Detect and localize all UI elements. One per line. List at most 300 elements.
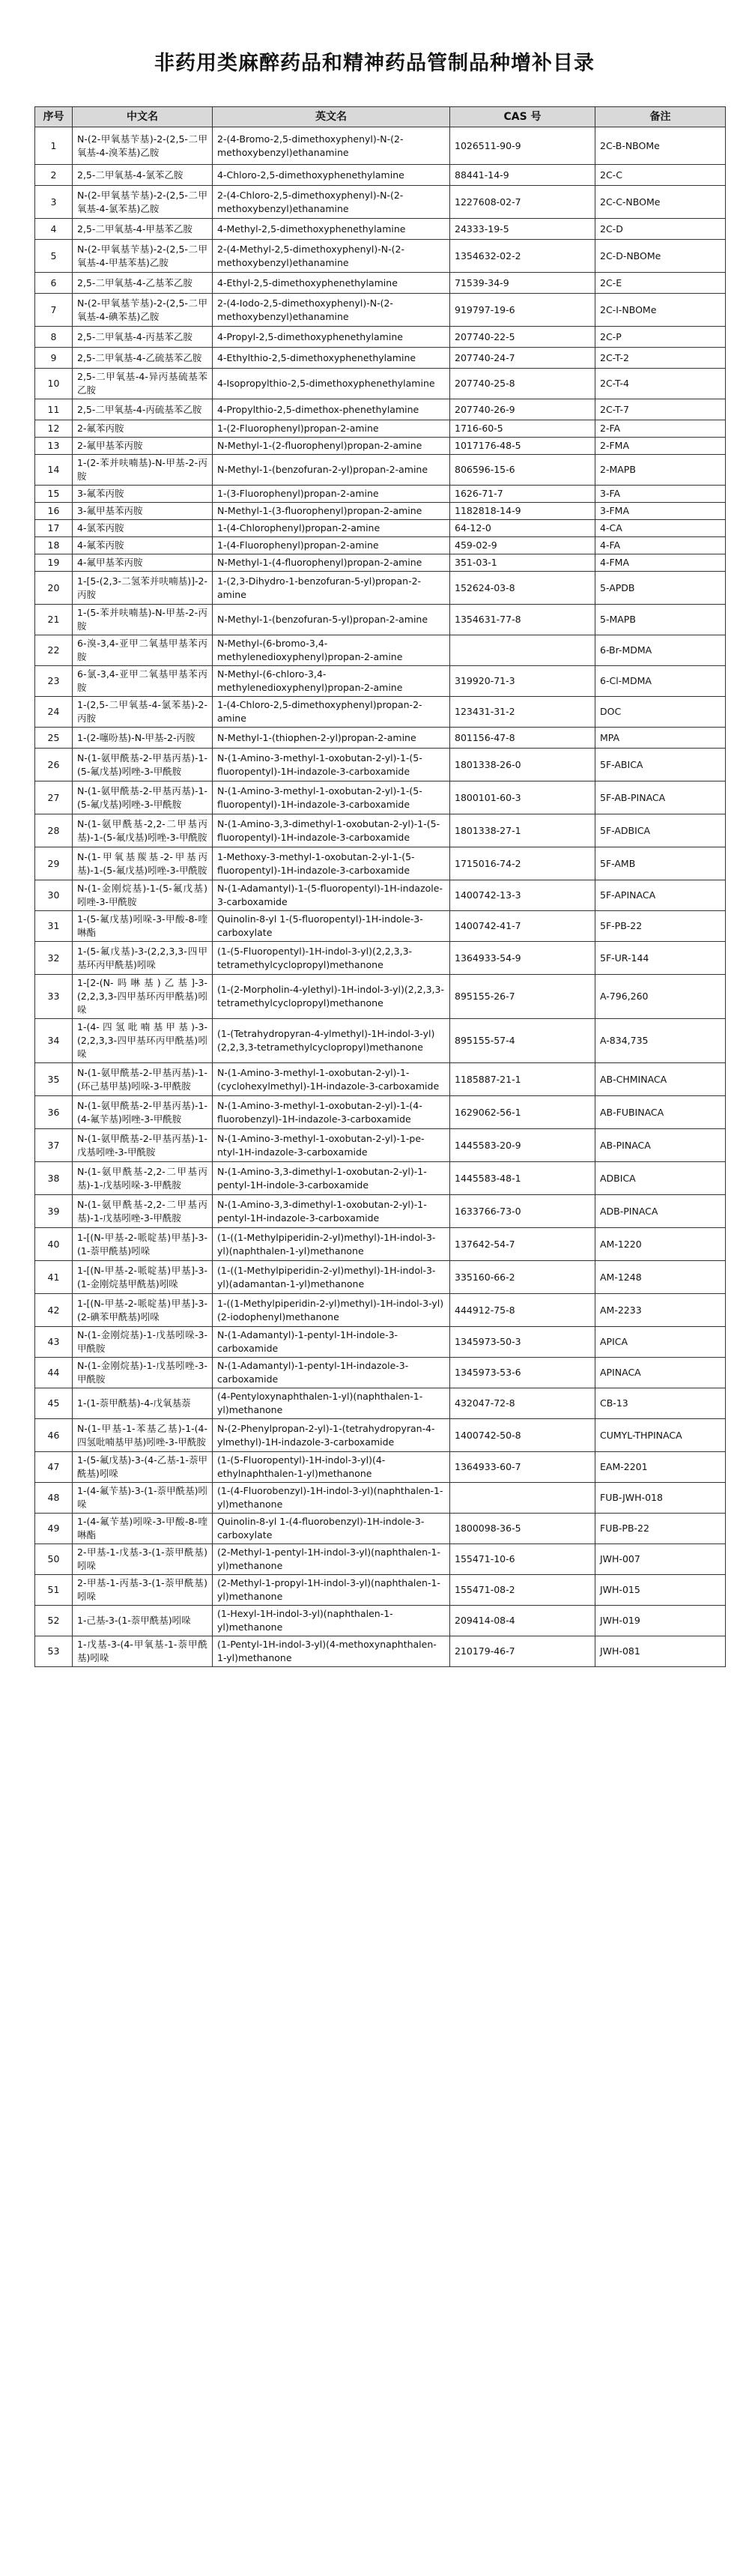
cell-cas: 1445583-20-9 xyxy=(450,1129,595,1162)
cell-en: 1-(2-Fluorophenyl)propan-2-amine xyxy=(213,420,450,438)
cell-note: 2C-I-NBOMe xyxy=(595,294,726,327)
cell-note: AM-1248 xyxy=(595,1261,726,1294)
cell-note: 2-MAPB xyxy=(595,455,726,486)
cell-en: 4-Methyl-2,5-dimethoxyphenethylamine xyxy=(213,219,450,240)
cell-note: AM-1220 xyxy=(595,1228,726,1261)
cell-en: (1-(Tetrahydropyran-4-ylmethyl)-1H-indol-3-yl)(2,2,3,3-tetramethylcyclopropyl)methanone xyxy=(213,1019,450,1063)
cell-en: (2-Methyl-1-pentyl-1H-indol-3-yl)(naphthalen-1-yl)methanone xyxy=(213,1544,450,1575)
cell-cas: 1800098-36-5 xyxy=(450,1514,595,1544)
cell-cas: 895155-57-4 xyxy=(450,1019,595,1063)
cell-cn: 4-氯苯丙胺 xyxy=(73,520,213,537)
cell-note: DOC xyxy=(595,697,726,728)
table-row xyxy=(35,438,726,455)
cell-cn: 1-(2-苯并呋喃基)-N-甲基-2-丙胺 xyxy=(73,455,213,486)
table-row xyxy=(35,127,726,165)
cell-en: N-(1-Amino-3-methyl-1-oxobutan-2-yl)-1-(4-fluorobenzyl)-1H-indazole-3-carboxamide xyxy=(213,1096,450,1129)
cell-en: (2-Methyl-1-propyl-1H-indol-3-yl)(naphthalen-1-yl)methanone xyxy=(213,1575,450,1606)
cell-cas: 1227608-02-7 xyxy=(450,186,595,219)
cell-num: 20 xyxy=(35,572,73,605)
cell-en: 1-(3-Fluorophenyl)propan-2-amine xyxy=(213,486,450,503)
cell-note: 2-FA xyxy=(595,420,726,438)
cell-note: 5F-APINACA xyxy=(595,880,726,911)
table-row xyxy=(35,1195,726,1228)
cell-cas: 123431-31-2 xyxy=(450,697,595,728)
cell-note: 2C-T-4 xyxy=(595,369,726,399)
cell-cas: 152624-03-8 xyxy=(450,572,595,605)
cell-cas: 1801338-26-0 xyxy=(450,749,595,781)
cell-en: N-Methyl-1-(thiophen-2-yl)propan-2-amine xyxy=(213,728,450,749)
cell-cas: 801156-47-8 xyxy=(450,728,595,749)
cell-num: 18 xyxy=(35,537,73,554)
cell-cas: 1354632-02-2 xyxy=(450,240,595,273)
cell-note: 2C-E xyxy=(595,273,726,294)
cell-cn: 1-(4-氟苄基)吲哚-3-甲酸-8-喹啉酯 xyxy=(73,1514,213,1544)
cell-num: 5 xyxy=(35,240,73,273)
cell-en: (1-(5-Fluoropentyl)-1H-indol-3-yl)(4-ethylnaphthalen-1-yl)methanone xyxy=(213,1452,450,1483)
cell-note: 6-Br-MDMA xyxy=(595,635,726,666)
table-row xyxy=(35,572,726,605)
cell-note: JWH-007 xyxy=(595,1544,726,1575)
cell-cas: 64-12-0 xyxy=(450,520,595,537)
table-row xyxy=(35,327,726,348)
cell-note: 5F-PB-22 xyxy=(595,911,726,942)
cell-num: 1 xyxy=(35,127,73,165)
cell-en: N-(1-Amino-3-methyl-1-oxobutan-2-yl)-1-(5-fluoropentyl)-1H-indazole-3-carboxamide xyxy=(213,781,450,814)
table-row xyxy=(35,814,726,847)
cell-cn: 2,5-二甲氧基-4-丙基苯乙胺 xyxy=(73,327,213,348)
cell-cas xyxy=(450,635,595,666)
cell-cas: 210179-46-7 xyxy=(450,1636,595,1667)
cell-note: APICA xyxy=(595,1327,726,1358)
cell-en: (1-(4-Fluorobenzyl)-1H-indol-3-yl)(naphthalen-1-yl)methanone xyxy=(213,1483,450,1514)
cell-en: N-(1-Amino-3,3-dimethyl-1-oxobutan-2-yl)-1-(5-fluoropentyl)-1H-indazole-3-carboxamide xyxy=(213,814,450,847)
cell-cn: 4-氟甲基苯丙胺 xyxy=(73,554,213,572)
cell-num: 40 xyxy=(35,1228,73,1261)
cell-cn: 6-溴-3,4-亚甲二氧基甲基苯丙胺 xyxy=(73,635,213,666)
cell-en: N-Methyl-(6-bromo-3,4-methylenedioxyphenyl)propan-2-amine xyxy=(213,635,450,666)
cell-cas: 459-02-9 xyxy=(450,537,595,554)
cell-cas: 209414-08-4 xyxy=(450,1606,595,1636)
cell-cn: N-(1-氨甲酰基-2-甲基丙基)-1-(4-氟苄基)吲唑-3-甲酰胺 xyxy=(73,1096,213,1129)
cell-cas: 432047-72-8 xyxy=(450,1388,595,1419)
table-row xyxy=(35,1483,726,1514)
cell-note: JWH-019 xyxy=(595,1606,726,1636)
cell-num: 32 xyxy=(35,942,73,975)
cell-en: N-Methyl-(6-chloro-3,4-methylenedioxyphenyl)propan-2-amine xyxy=(213,666,450,697)
cell-cn: 2-甲基-1-丙基-3-(1-萘甲酰基)吲哚 xyxy=(73,1575,213,1606)
table-row xyxy=(35,666,726,697)
cell-cn: N-(1-氨甲酰基-2-甲基丙基)-1-(环己基甲基)吲哚-3-甲酰胺 xyxy=(73,1063,213,1096)
cell-note: 4-FA xyxy=(595,537,726,554)
cell-en: (4-Pentyloxynaphthalen-1-yl)(naphthalen-1-yl)methanone xyxy=(213,1388,450,1419)
cell-num: 53 xyxy=(35,1636,73,1667)
table-row xyxy=(35,697,726,728)
cell-num: 45 xyxy=(35,1388,73,1419)
cell-cn: N-(1-氨甲酰基-2,2-二甲基丙基)-1-(5-氟戊基)吲唑-3-甲酰胺 xyxy=(73,814,213,847)
cell-num: 39 xyxy=(35,1195,73,1228)
cell-en: 2-(4-Bromo-2,5-dimethoxyphenyl)-N-(2-methoxybenzyl)ethanamine xyxy=(213,127,450,165)
cell-cas: 1185887-21-1 xyxy=(450,1063,595,1096)
cell-en: 4-Propyl-2,5-dimethoxyphenethylamine xyxy=(213,327,450,348)
cell-num: 37 xyxy=(35,1129,73,1162)
cell-note: 2C-D xyxy=(595,219,726,240)
cell-en: 1-(4-Chloro-2,5-dimethoxyphenyl)propan-2-amine xyxy=(213,697,450,728)
cell-en: N-(1-Amino-3,3-dimethyl-1-oxobutan-2-yl)-1-pentyl-1H-indazole-3-carboxamide xyxy=(213,1195,450,1228)
cell-cas: 444912-75-8 xyxy=(450,1294,595,1327)
cell-note: FUB-JWH-018 xyxy=(595,1483,726,1514)
cell-cas: 137642-54-7 xyxy=(450,1228,595,1261)
cell-cn: N-(2-甲氧基苄基)-2-(2,5-二甲氧基-4-碘苯基)乙胺 xyxy=(73,294,213,327)
header-note: 备注 xyxy=(595,107,726,127)
cell-cn: 1-[5-(2,3-二氢苯并呋喃基)]-2-丙胺 xyxy=(73,572,213,605)
cell-note: CB-13 xyxy=(595,1388,726,1419)
cell-cas: 351-03-1 xyxy=(450,554,595,572)
cell-num: 22 xyxy=(35,635,73,666)
cell-num: 21 xyxy=(35,605,73,635)
cell-en: (1-((1-Methylpiperidin-2-yl)methyl)-1H-indol-3-yl)(naphthalen-1-yl)methanone xyxy=(213,1228,450,1261)
cell-en: N-(1-Amino-3-methyl-1-oxobutan-2-yl)-1-(cyclohexylmethyl)-1H-indazole-3-carboxamide xyxy=(213,1063,450,1096)
table-row xyxy=(35,348,726,369)
cell-cas: 1400742-50-8 xyxy=(450,1419,595,1452)
cell-note: JWH-015 xyxy=(595,1575,726,1606)
cell-cas: 806596-15-6 xyxy=(450,455,595,486)
table-row xyxy=(35,1544,726,1575)
cell-note: MPA xyxy=(595,728,726,749)
table-row xyxy=(35,1514,726,1544)
cell-en: 1-(2,3-Dihydro-1-benzofuran-5-yl)propan-2-amine xyxy=(213,572,450,605)
cell-en: 1-Methoxy-3-methyl-1-oxobutan-2-yl-1-(5-fluoropentyl)-1H-indazole-3-carboxamide xyxy=(213,847,450,880)
cell-num: 50 xyxy=(35,1544,73,1575)
cell-en: N-Methyl-1-(benzofuran-2-yl)propan-2-amine xyxy=(213,455,450,486)
cell-cas: 88441-14-9 xyxy=(450,165,595,186)
table-row xyxy=(35,749,726,781)
cell-cn: 1-(4-四氢吡喃基甲基)-3-(2,2,3,3-四甲基环丙甲酰基)吲哚 xyxy=(73,1019,213,1063)
cell-cn: 1-(4-氟苄基)-3-(1-萘甲酰基)吲哚 xyxy=(73,1483,213,1514)
cell-cas: 895155-26-7 xyxy=(450,975,595,1019)
table-row xyxy=(35,399,726,420)
table-row xyxy=(35,728,726,749)
cell-cn: N-(2-甲氧基苄基)-2-(2,5-二甲氧基-4-氯苯基)乙胺 xyxy=(73,186,213,219)
cell-cn: 6-氯-3,4-亚甲二氧基甲基苯丙胺 xyxy=(73,666,213,697)
table-row xyxy=(35,1129,726,1162)
cell-en: (1-Hexyl-1H-indol-3-yl)(naphthalen-1-yl)methanone xyxy=(213,1606,450,1636)
cell-note: AB-FUBINACA xyxy=(595,1096,726,1129)
cell-note: 2C-T-7 xyxy=(595,399,726,420)
cell-cn: 2,5-二甲氧基-4-乙硫基苯乙胺 xyxy=(73,348,213,369)
cell-cas: 71539-34-9 xyxy=(450,273,595,294)
header-cn-name: 中文名 xyxy=(73,107,213,127)
cell-cn: 1-(5-氟戊基)吲哚-3-甲酸-8-喹啉酯 xyxy=(73,911,213,942)
cell-cas: 207740-24-7 xyxy=(450,348,595,369)
cell-num: 35 xyxy=(35,1063,73,1096)
cell-cn: N-(1-金刚烷基)-1-戊基吲唑-3-甲酰胺 xyxy=(73,1358,213,1388)
cell-en: 4-Ethylthio-2,5-dimethoxyphenethylamine xyxy=(213,348,450,369)
cell-note: ADBICA xyxy=(595,1162,726,1195)
cell-note: APINACA xyxy=(595,1358,726,1388)
table-row xyxy=(35,537,726,554)
cell-num: 4 xyxy=(35,219,73,240)
cell-cas: 155471-10-6 xyxy=(450,1544,595,1575)
cell-en: N-(1-Adamantyl)-1-(5-fluoropentyl)-1H-indazole-3-carboxamide xyxy=(213,880,450,911)
cell-note: 2C-T-2 xyxy=(595,348,726,369)
cell-cas xyxy=(450,1483,595,1514)
cell-note: AB-PINACA xyxy=(595,1129,726,1162)
cell-cas: 1629062-56-1 xyxy=(450,1096,595,1129)
cell-note: 4-FMA xyxy=(595,554,726,572)
cell-cas: 1800101-60-3 xyxy=(450,781,595,814)
cell-cn: 1-戊基-3-(4-甲氧基-1-萘甲酰基)吲哚 xyxy=(73,1636,213,1667)
table-row xyxy=(35,1096,726,1129)
cell-cn: 1-[(N-甲基-2-哌啶基)甲基]-3-(2-碘苯甲酰基)吲哚 xyxy=(73,1294,213,1327)
table-row xyxy=(35,240,726,273)
cell-cas: 319920-71-3 xyxy=(450,666,595,697)
cell-cn: N-(1-氨甲酰基-2-甲基丙基)-1-(5-氟戊基)吲唑-3-甲酰胺 xyxy=(73,749,213,781)
cell-note: 3-FMA xyxy=(595,503,726,520)
cell-cas: 24333-19-5 xyxy=(450,219,595,240)
table-row xyxy=(35,1452,726,1483)
table-row xyxy=(35,1606,726,1636)
cell-cn: 2,5-二甲氧基-4-氯苯乙胺 xyxy=(73,165,213,186)
cell-cn: 1-(2,5-二甲氧基-4-氯苯基)-2-丙胺 xyxy=(73,697,213,728)
cell-en: Quinolin-8-yl 1-(4-fluorobenzyl)-1H-indole-3-carboxylate xyxy=(213,1514,450,1544)
table-row xyxy=(35,1388,726,1419)
cell-en: N-(1-Amino-3-methyl-1-oxobutan-2-yl)-1-pe-ntyl-1H-indazole-3-carboxamide xyxy=(213,1129,450,1162)
cell-num: 28 xyxy=(35,814,73,847)
table-row xyxy=(35,1294,726,1327)
cell-note: 5F-ADBICA xyxy=(595,814,726,847)
cell-note: AM-2233 xyxy=(595,1294,726,1327)
table-row xyxy=(35,942,726,975)
cell-cas: 207740-22-5 xyxy=(450,327,595,348)
cell-note: 5-MAPB xyxy=(595,605,726,635)
cell-cn: 1-(2-噻吩基)-N-甲基-2-丙胺 xyxy=(73,728,213,749)
cell-en: (1-(5-Fluoropentyl)-1H-indol-3-yl)(2,2,3,3-tetramethylcyclopropyl)methanone xyxy=(213,942,450,975)
cell-cn: N-(2-甲氧基苄基)-2-(2,5-二甲氧基-4-溴苯基)乙胺 xyxy=(73,127,213,165)
table-row xyxy=(35,1575,726,1606)
cell-num: 3 xyxy=(35,186,73,219)
cell-note: AB-CHMINACA xyxy=(595,1063,726,1096)
cell-cas: 207740-26-9 xyxy=(450,399,595,420)
cell-note: ADB-PINACA xyxy=(595,1195,726,1228)
cell-cas: 1364933-60-7 xyxy=(450,1452,595,1483)
cell-cas: 1801338-27-1 xyxy=(450,814,595,847)
cell-num: 34 xyxy=(35,1019,73,1063)
cell-num: 27 xyxy=(35,781,73,814)
cell-en: N-(1-Amino-3,3-dimethyl-1-oxobutan-2-yl)-1-pentyl-1H-indole-3-carboxamide xyxy=(213,1162,450,1195)
cell-en: N-Methyl-1-(4-fluorophenyl)propan-2-amine xyxy=(213,554,450,572)
cell-en: Quinolin-8-yl 1-(5-fluoropentyl)-1H-indole-3-carboxylate xyxy=(213,911,450,942)
cell-cn: 1-[(N-甲基-2-哌啶基)甲基]-3-(1-萘甲酰基)吲哚 xyxy=(73,1228,213,1261)
cell-note: 5F-ABICA xyxy=(595,749,726,781)
cell-cn: 1-(5-氟戊基)-3-(2,2,3,3-四甲基环丙甲酰基)吲哚 xyxy=(73,942,213,975)
cell-en: N-(1-Adamantyl)-1-pentyl-1H-indole-3-carboxamide xyxy=(213,1327,450,1358)
cell-cas: 1345973-50-3 xyxy=(450,1327,595,1358)
table-row xyxy=(35,1327,726,1358)
cell-num: 25 xyxy=(35,728,73,749)
cell-en: (1-(2-Morpholin-4-ylethyl)-1H-indol-3-yl)(2,2,3,3-tetramethylcyclopropyl)methanone xyxy=(213,975,450,1019)
cell-num: 7 xyxy=(35,294,73,327)
cell-en: 4-Isopropylthio-2,5-dimethoxyphenethylamine xyxy=(213,369,450,399)
cell-num: 17 xyxy=(35,520,73,537)
cell-num: 47 xyxy=(35,1452,73,1483)
controlled-substance-table xyxy=(34,106,726,1667)
cell-num: 11 xyxy=(35,399,73,420)
table-header-row xyxy=(35,107,726,127)
cell-cn: N-(1-甲氧基羰基-2-甲基丙基)-1-(5-氟戊基)吲唑-3-甲酰胺 xyxy=(73,847,213,880)
table-row xyxy=(35,294,726,327)
table-row xyxy=(35,781,726,814)
cell-note: 2C-C-NBOMe xyxy=(595,186,726,219)
table-row xyxy=(35,165,726,186)
cell-num: 14 xyxy=(35,455,73,486)
cell-cn: 1-[2-(N-吗啉基)乙基]-3-(2,2,3,3-四甲基环丙甲酰基)吲哚 xyxy=(73,975,213,1019)
table-row xyxy=(35,455,726,486)
cell-num: 12 xyxy=(35,420,73,438)
cell-en: N-(2-Phenylpropan-2-yl)-1-(tetrahydropyran-4-ylmethyl)-1H-indazole-3-carboxamide xyxy=(213,1419,450,1452)
cell-cn: N-(1-金刚烷基)-1-戊基吲哚-3-甲酰胺 xyxy=(73,1327,213,1358)
cell-num: 19 xyxy=(35,554,73,572)
cell-en: N-(1-Amino-3-methyl-1-oxobutan-2-yl)-1-(5-fluoropentyl)-1H-indazole-3-carboxamide xyxy=(213,749,450,781)
cell-note: 4-CA xyxy=(595,520,726,537)
cell-note: 2C-B-NBOMe xyxy=(595,127,726,165)
table-row xyxy=(35,1636,726,1667)
cell-note: 5F-AMB xyxy=(595,847,726,880)
header-cas: CAS 号 xyxy=(450,107,595,127)
cell-cn: 1-(5-苯并呋喃基)-N-甲基-2-丙胺 xyxy=(73,605,213,635)
cell-cas: 1026511-90-9 xyxy=(450,127,595,165)
cell-en: 1-(4-Fluorophenyl)propan-2-amine xyxy=(213,537,450,554)
cell-note: 2C-C xyxy=(595,165,726,186)
cell-cn: 2,5-二甲氧基-4-丙硫基苯乙胺 xyxy=(73,399,213,420)
cell-cn: N-(1-氨甲酰基-2,2-二甲基丙基)-1-戊基吲唑-3-甲酰胺 xyxy=(73,1195,213,1228)
table-row xyxy=(35,1261,726,1294)
cell-cn: N-(1-甲基-1-苯基乙基)-1-(4-四氢吡喃基甲基)吲唑-3-甲酰胺 xyxy=(73,1419,213,1452)
cell-cn: N-(1-氨甲酰基-2,2-二甲基丙基)-1-戊基吲哚-3-甲酰胺 xyxy=(73,1162,213,1195)
cell-note: CUMYL-THPINACA xyxy=(595,1419,726,1452)
cell-en: N-Methyl-1-(2-fluorophenyl)propan-2-amine xyxy=(213,438,450,455)
cell-num: 36 xyxy=(35,1096,73,1129)
table-row xyxy=(35,880,726,911)
table-row xyxy=(35,486,726,503)
cell-num: 49 xyxy=(35,1514,73,1544)
cell-note: JWH-081 xyxy=(595,1636,726,1667)
cell-cas: 1400742-13-3 xyxy=(450,880,595,911)
cell-en: 4-Propylthio-2,5-dimethox-phenethylamine xyxy=(213,399,450,420)
cell-en: N-(1-Adamantyl)-1-pentyl-1H-indazole-3-carboxamide xyxy=(213,1358,450,1388)
table-row xyxy=(35,219,726,240)
cell-cn: 4-氟苯丙胺 xyxy=(73,537,213,554)
cell-cas: 155471-08-2 xyxy=(450,1575,595,1606)
cell-num: 24 xyxy=(35,697,73,728)
cell-num: 44 xyxy=(35,1358,73,1388)
cell-cn: 2,5-二甲氧基-4-甲基苯乙胺 xyxy=(73,219,213,240)
cell-num: 41 xyxy=(35,1261,73,1294)
cell-num: 9 xyxy=(35,348,73,369)
cell-en: (1-Pentyl-1H-indol-3-yl)(4-methoxynaphthalen-1-yl)methanone xyxy=(213,1636,450,1667)
cell-note: 2C-P xyxy=(595,327,726,348)
cell-cn: 3-氟甲基苯丙胺 xyxy=(73,503,213,520)
cell-en: 1-(4-Chlorophenyl)propan-2-amine xyxy=(213,520,450,537)
cell-note: 5F-AB-PINACA xyxy=(595,781,726,814)
table-row xyxy=(35,911,726,942)
table-row xyxy=(35,420,726,438)
cell-num: 8 xyxy=(35,327,73,348)
cell-cas: 1400742-41-7 xyxy=(450,911,595,942)
header-en-name: 英文名 xyxy=(213,107,450,127)
cell-num: 33 xyxy=(35,975,73,1019)
cell-cn: N-(1-氨甲酰基-2-甲基丙基)-1-戊基吲唑-3-甲酰胺 xyxy=(73,1129,213,1162)
cell-en: 4-Chloro-2,5-dimethoxyphenethylamine xyxy=(213,165,450,186)
cell-cn: 2-氟甲基苯丙胺 xyxy=(73,438,213,455)
table-row xyxy=(35,1162,726,1195)
cell-cn: 1-(5-氟戊基)-3-(4-乙基-1-萘甲酰基)吲哚 xyxy=(73,1452,213,1483)
cell-num: 26 xyxy=(35,749,73,781)
cell-cas: 1633766-73-0 xyxy=(450,1195,595,1228)
cell-note: 5F-UR-144 xyxy=(595,942,726,975)
cell-num: 42 xyxy=(35,1294,73,1327)
cell-cas: 1716-60-5 xyxy=(450,420,595,438)
table-row xyxy=(35,975,726,1019)
cell-cas: 1017176-48-5 xyxy=(450,438,595,455)
header-num: 序号 xyxy=(35,107,73,127)
cell-cn: 2,5-二甲氧基-4-乙基苯乙胺 xyxy=(73,273,213,294)
table-row xyxy=(35,369,726,399)
cell-note: 2C-D-NBOMe xyxy=(595,240,726,273)
cell-num: 51 xyxy=(35,1575,73,1606)
cell-cn: N-(1-金刚烷基)-1-(5-氟戊基)吲唑-3-甲酰胺 xyxy=(73,880,213,911)
table-row xyxy=(35,186,726,219)
table-row xyxy=(35,554,726,572)
cell-cas: 1364933-54-9 xyxy=(450,942,595,975)
cell-en: 2-(4-Chloro-2,5-dimethoxyphenyl)-N-(2-methoxybenzyl)ethanamine xyxy=(213,186,450,219)
cell-note: EAM-2201 xyxy=(595,1452,726,1483)
cell-num: 46 xyxy=(35,1419,73,1452)
cell-num: 6 xyxy=(35,273,73,294)
cell-en: N-Methyl-1-(3-fluorophenyl)propan-2-amine xyxy=(213,503,450,520)
cell-cn: 1-(1-萘甲酰基)-4-戊氧基萘 xyxy=(73,1388,213,1419)
cell-cn: 2-甲基-1-戊基-3-(1-萘甲酰基)吲哚 xyxy=(73,1544,213,1575)
cell-num: 38 xyxy=(35,1162,73,1195)
cell-cas: 1354631-77-8 xyxy=(450,605,595,635)
table-row xyxy=(35,1063,726,1096)
page-title: 非药用类麻醉药品和精神药品管制品种增补目录 xyxy=(154,52,595,75)
table-row xyxy=(35,847,726,880)
cell-cas: 919797-19-6 xyxy=(450,294,595,327)
cell-note: FUB-PB-22 xyxy=(595,1514,726,1544)
cell-num: 23 xyxy=(35,666,73,697)
cell-en: 1-((1-Methylpiperidin-2-yl)methyl)-1H-indol-3-yl)(2-iodophenyl)methanone xyxy=(213,1294,450,1327)
cell-num: 2 xyxy=(35,165,73,186)
cell-num: 31 xyxy=(35,911,73,942)
table-row xyxy=(35,520,726,537)
cell-note: 3-FA xyxy=(595,486,726,503)
cell-note: A-834,735 xyxy=(595,1019,726,1063)
table-row xyxy=(35,503,726,520)
cell-num: 15 xyxy=(35,486,73,503)
cell-cas: 1182818-14-9 xyxy=(450,503,595,520)
cell-num: 13 xyxy=(35,438,73,455)
cell-num: 43 xyxy=(35,1327,73,1358)
cell-note: A-796,260 xyxy=(595,975,726,1019)
cell-en: 4-Ethyl-2,5-dimethoxyphenethylamine xyxy=(213,273,450,294)
cell-cn: 1-[(N-甲基-2-哌啶基)甲基]-3-(1-金刚烷基甲酰基)吲哚 xyxy=(73,1261,213,1294)
cell-num: 29 xyxy=(35,847,73,880)
cell-cas: 335160-66-2 xyxy=(450,1261,595,1294)
cell-cn: 1-己基-3-(1-萘甲酰基)吲哚 xyxy=(73,1606,213,1636)
cell-note: 2-FMA xyxy=(595,438,726,455)
cell-en: 2-(4-Methyl-2,5-dimethoxyphenyl)-N-(2-methoxybenzyl)ethanamine xyxy=(213,240,450,273)
table-row xyxy=(35,1019,726,1063)
